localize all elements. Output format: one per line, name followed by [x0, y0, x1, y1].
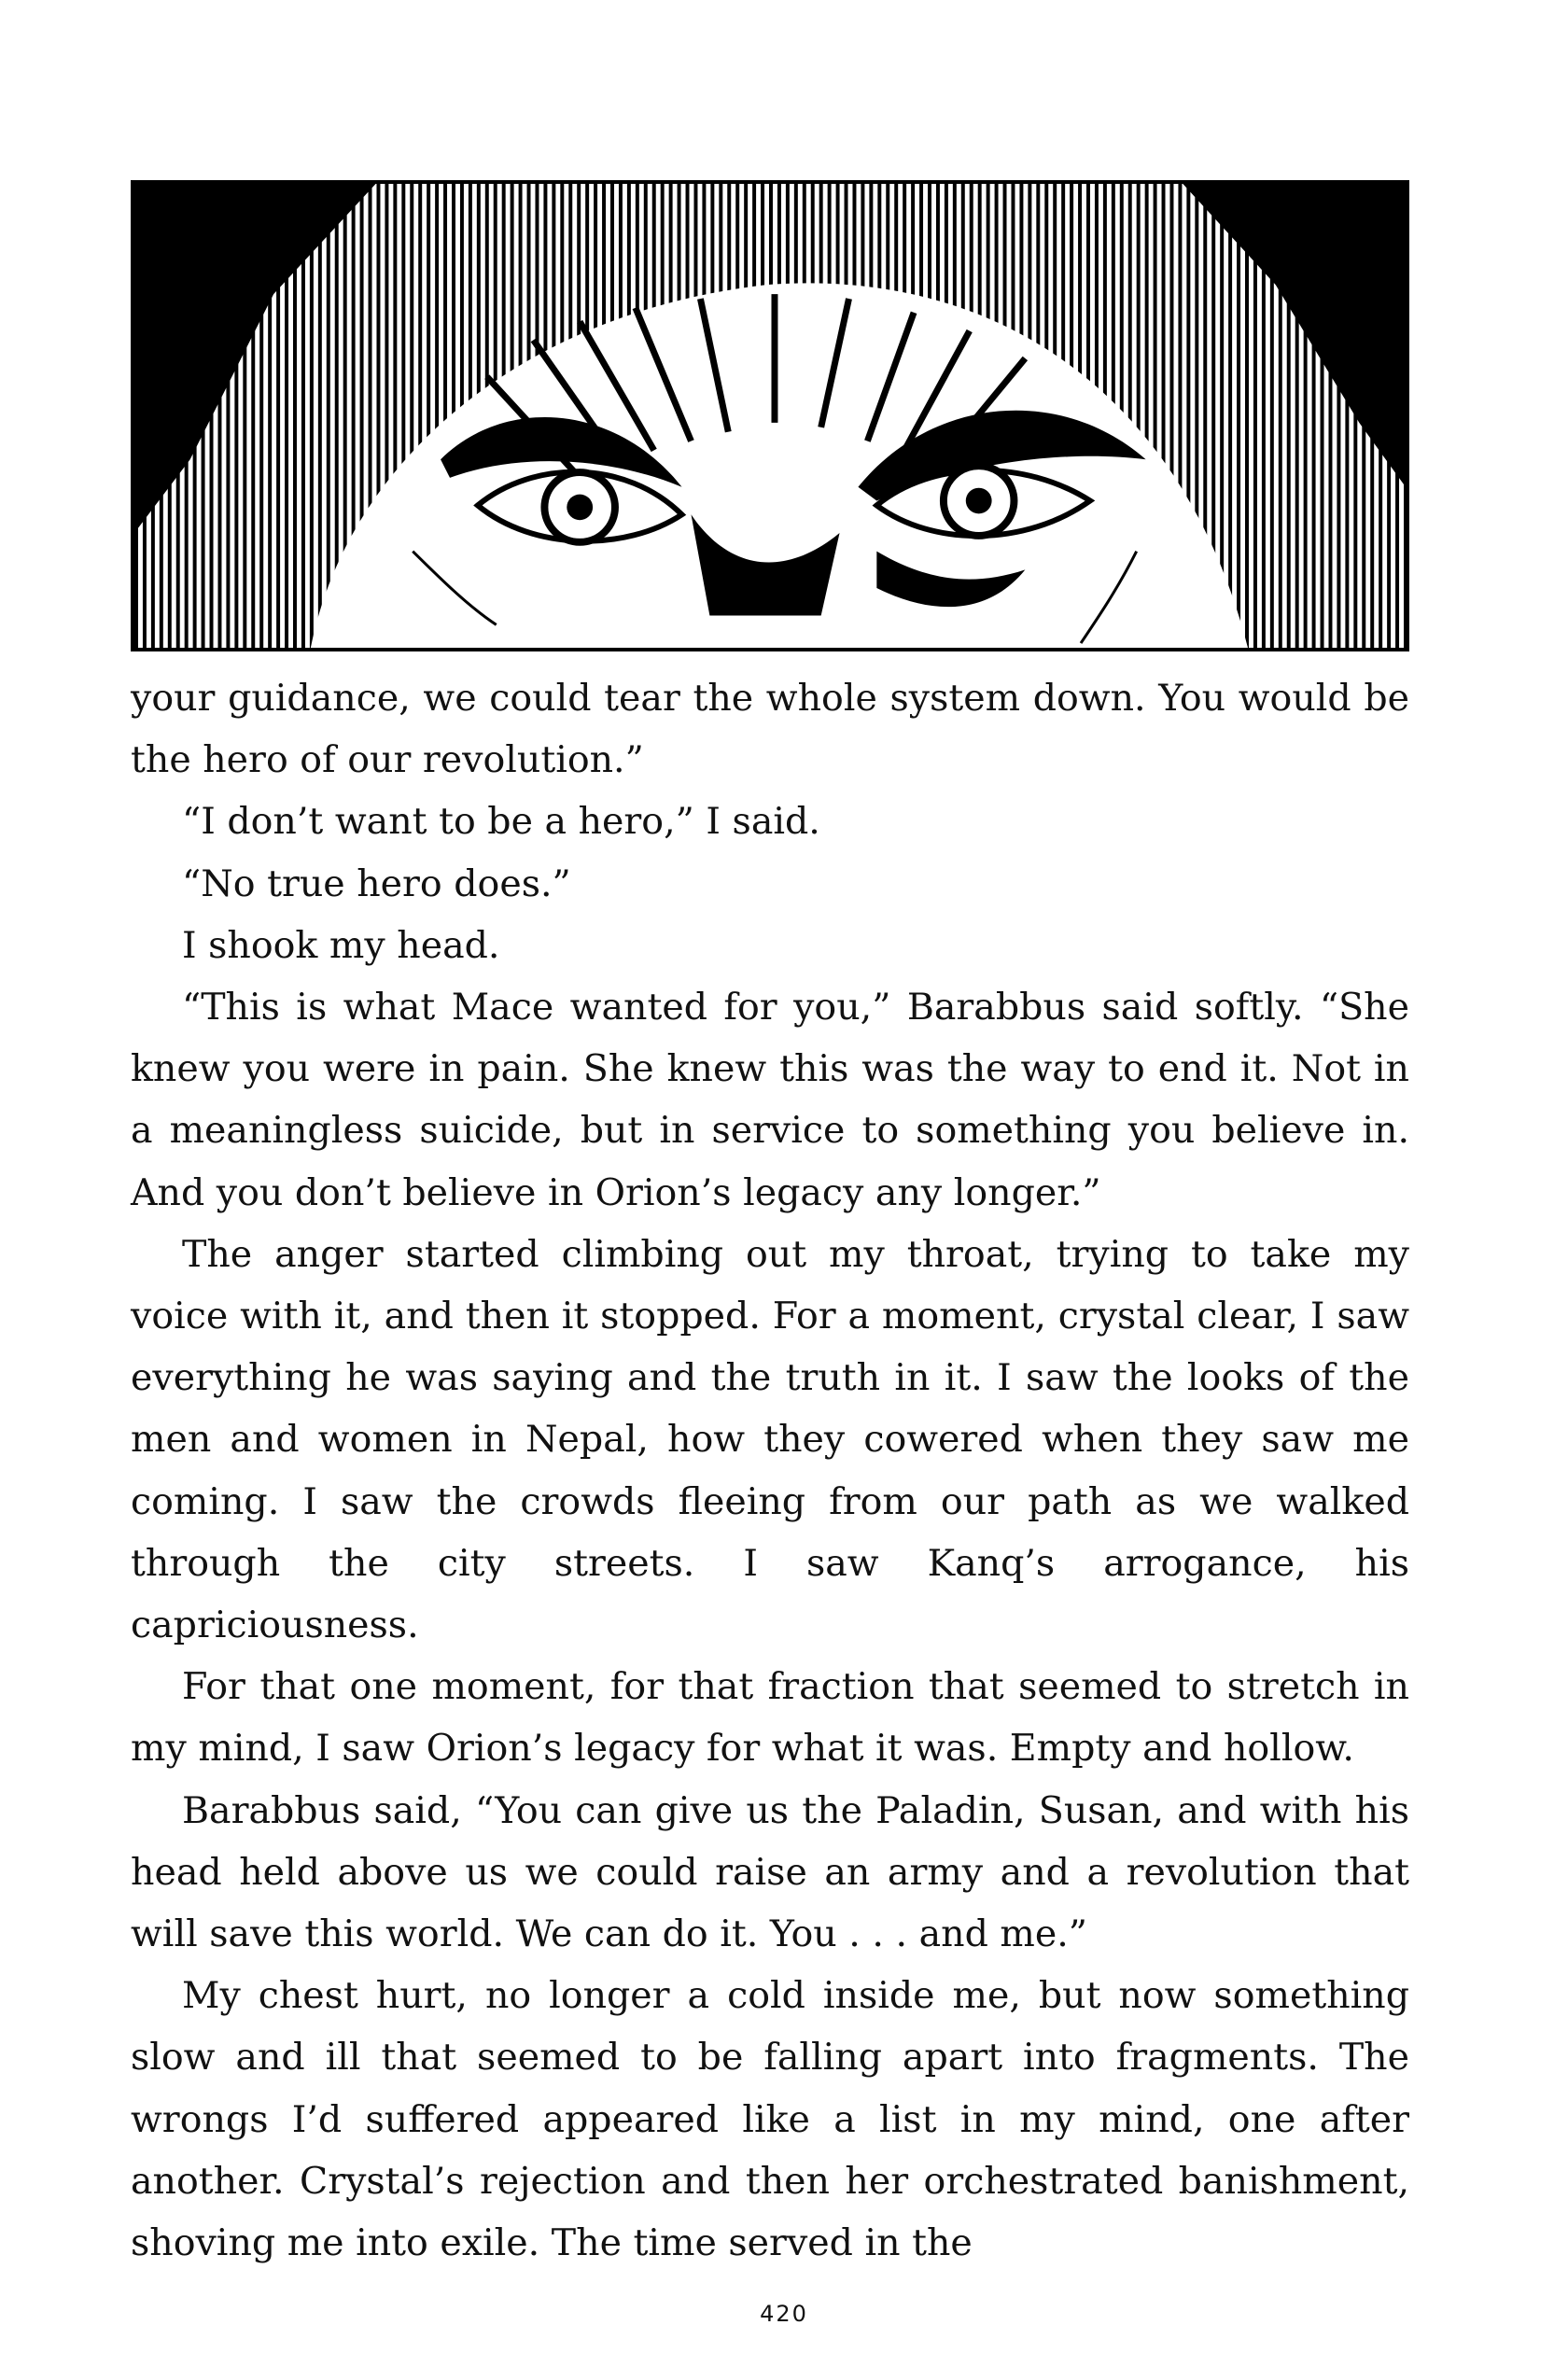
paragraph: your guidance, we could tear the whole system down. You would be the hero of our revolution.”	[131, 677, 1409, 782]
eyes-drawing	[134, 184, 1406, 648]
paragraph: Barabbus said, “You can give us the Paladin, Susan, and with his head held above us we could raise an army and a revolution that will save this world. We can do it. You . . . and me.”	[131, 1788, 1409, 1956]
paragraph: “No true hero does.”	[182, 861, 571, 905]
paragraph: “I don’t want to be a hero,” I said.	[182, 800, 820, 844]
paragraph: I shook my head.	[182, 923, 500, 967]
page-number: 420	[760, 2301, 808, 2327]
paragraph: The anger started climbing out my throat, trying to take my voice with it, and then it stopped. For a moment, crystal clear, I saw everything he was saying and the truth in it. I saw the looks of the men and women in Nepal, how they cowered when they saw me coming. I saw the crowds fleeing from our path as we walked through the city streets. I saw Kanq’s arrogance, his capriciousness.	[131, 1232, 1409, 1647]
paragraph: “This is what Mace wanted for you,” Barabbus said softly. “She knew you were in pain. She knew this was the way to end it. Not in a meaningless suicide, but in service to something you believe in. And you don’t believe in Orion’s legacy any longer.”	[131, 986, 1409, 1214]
paragraph: For that one moment, for that fraction that seemed to stretch in my mind, I saw Orion’s legacy for what it was. Empty and hollow.	[131, 1665, 1409, 1771]
paragraph: My chest hurt, no longer a cold inside me, but now something slow and ill that seemed to be falling apart into fragments. The wrongs I’d suffered appeared like a list in my mind, one after another. Crystal’s rejection and then her orchestrated banishment, shoving me into exile. The time served in the	[131, 1974, 1409, 2265]
body-text	[131, 667, 1409, 2274]
glaring-eyes-illustration	[131, 180, 1409, 651]
